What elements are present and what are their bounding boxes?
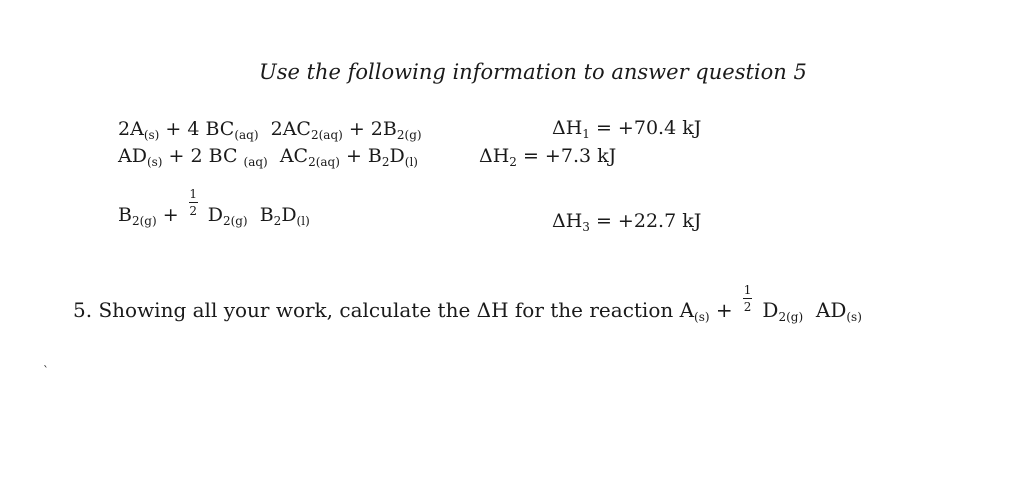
stray-mark: ` [43,364,49,378]
reaction-1-sub: (aq) [234,128,259,142]
delta-h-label: ΔH [552,117,583,139]
delta-h-value: = +22.7 kJ [589,210,702,232]
reaction-2-term: + B [339,145,382,167]
reaction-1-sub: 2(aq) [310,128,343,142]
reaction-1-term: 2A [118,118,144,140]
fraction-numerator: 1 [743,283,752,297]
reaction-1-term: + 4 BC [159,118,235,140]
delta-h-value: = +7.3 kJ [516,145,617,167]
fraction-denominator: 2 [189,204,197,218]
reaction-2-term: + 2 BC [162,145,244,167]
reaction-2-term: AD [118,145,147,167]
reaction-3-equation [118,188,310,228]
reaction-1-term: + 2B [342,118,397,140]
question-product: AD [803,298,847,322]
reaction-2-equation [118,145,418,169]
delta-h-value: = +70.4 kJ [589,117,702,139]
question-plus: + [709,298,740,322]
reaction-1-term: 2AC [258,118,311,140]
reaction-2-sub: 2(aq) [308,155,340,169]
reaction-2-term: AC [267,145,309,167]
delta-h-sub: 2 [509,155,517,169]
reaction-3-term: D [281,204,297,226]
fraction-bar [743,298,752,299]
reaction-2-sub: (aq) [243,155,268,169]
one-half-fraction [743,284,752,313]
one-half-fraction [189,188,198,217]
reaction-3-term: B [118,204,132,226]
question-term: D [756,298,779,322]
enthalpy-1 [552,117,701,141]
reaction-2-sub: (l) [404,155,418,169]
question-sub: (s) [846,310,862,324]
fraction-numerator: 1 [189,187,197,201]
reaction-2-sub: 2 [381,155,390,169]
reaction-3-sub: 2 [273,214,282,228]
fraction-denominator: 2 [743,300,752,314]
question-sub: (s) [694,310,710,324]
reaction-3-term: D [201,204,223,226]
enthalpy-3 [552,210,701,234]
reaction-3-plus: + [156,204,185,226]
question-sub: 2(g) [778,310,804,324]
reaction-3-sub: 2(g) [131,214,157,228]
enthalpy-2 [479,145,616,169]
fraction-bar [189,202,198,203]
delta-h-label: ΔH [479,145,510,167]
delta-h-sub: 1 [582,127,590,141]
reaction-3-sub: (l) [296,214,310,228]
reaction-1-sub: 2(g) [396,128,422,142]
reaction-1-sub: (s) [143,128,160,142]
reaction-2-term: D [389,145,405,167]
delta-h-sub: 3 [582,220,590,234]
reaction-1-equation [118,118,422,142]
question-5 [73,284,862,324]
reaction-3-term: B [247,204,274,226]
delta-h-label: ΔH [552,210,583,232]
instruction-heading: Use the following information to answer question 5 [259,60,807,84]
question-text: 5. Showing all your work, calculate the ΔH for the reaction A [73,298,695,322]
reaction-2-sub: (s) [146,155,163,169]
reaction-3-sub: 2(g) [222,214,248,228]
